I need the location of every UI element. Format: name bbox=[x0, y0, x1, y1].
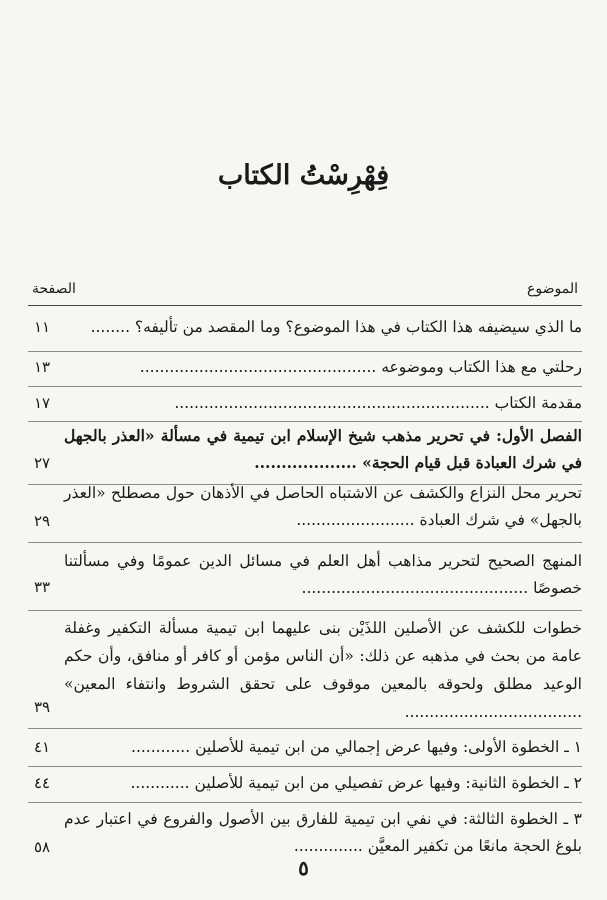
toc-entry-text: مقدمة الكتاب ................................................................ bbox=[174, 394, 582, 412]
toc-entry-text: ١ ـ الخطوة الأولى: وفيها عرض إجمالي من ابن تيمية للأصلين ............ bbox=[131, 738, 582, 756]
page-column-label: الصفحة bbox=[32, 281, 76, 297]
toc-entry-page: ١١ bbox=[34, 318, 51, 336]
toc-entry-page: ٥٨ bbox=[34, 838, 51, 856]
entry-divider bbox=[28, 728, 582, 729]
toc-entry-text: خطوات للكشف عن الأصلين اللذَيْن بنى عليهما ابن تيمية مسألة التكفير وغفلة عامة من بحث في مذهبه عن ذلك: «أن الناس مؤمن أو كافر أو منافق، وأن حكم الوعيد مطلق ولحوقه بالمعين موقوف على تحقق الشروط وانتفاء المعين» .................................... bbox=[64, 619, 582, 721]
header-rule bbox=[28, 305, 582, 306]
toc-entry-page: ١٧ bbox=[34, 394, 51, 412]
toc-entry-page: ٣٣ bbox=[34, 578, 51, 596]
toc-header bbox=[32, 281, 578, 297]
entry-divider bbox=[28, 351, 582, 352]
toc-entry-page: ٢٩ bbox=[34, 512, 51, 530]
toc-entry-text: المنهج الصحيح لتحرير مذاهب أهل العلم في مسائل الدين عمومًا وفي مسألتنا خصوصًا .............................................. bbox=[64, 552, 582, 597]
toc-entry-page: ٤١ bbox=[34, 738, 51, 756]
page-title: فِهْرِسْتُ الكتاب bbox=[217, 160, 390, 191]
toc-entry-page: ٢٧ bbox=[34, 454, 51, 472]
toc-entry-text: ٣ ـ الخطوة الثالثة: في نفي ابن تيمية للفارق بين الأصول والفروع في اعتبار عدم بلوغ الحجة مانعًا من تكفير المعيَّن .............. bbox=[64, 810, 582, 855]
entry-divider bbox=[28, 610, 582, 611]
toc-entry-text: الفصل الأول: في تحرير مذهب شيخ الإسلام ابن تيمية في مسألة «العذر بالجهل في شرك العبادة قبل قيام الحجة» ................... bbox=[64, 426, 582, 472]
page-number: ٥ bbox=[298, 856, 309, 880]
toc-entry-text: ٢ ـ الخطوة الثانية: وفيها عرض تفصيلي من ابن تيمية للأصلين ............ bbox=[130, 774, 582, 792]
toc-entry-text: ما الذي سيضيفه هذا الكتاب في هذا الموضوع؟ وما المقصد من تأليفه؟ ........ bbox=[90, 318, 582, 336]
topic-column-label: الموضوع bbox=[527, 281, 578, 297]
toc-entry-text: تحرير محل النزاع والكشف عن الاشتباه الحاصل في الأذهان حول مصطلح «العذر بالجهل» في شرك العبادة ........................ bbox=[64, 484, 582, 529]
toc-entry-page: ٣٩ bbox=[34, 698, 51, 716]
toc-entry-text: رحلتي مع هذا الكتاب وموضوعه ................................................ bbox=[139, 358, 582, 376]
toc-entry-page: ٤٤ bbox=[34, 774, 51, 792]
entry-divider bbox=[28, 542, 582, 543]
entry-divider bbox=[28, 802, 582, 803]
entry-divider bbox=[28, 386, 582, 387]
entry-divider bbox=[28, 766, 582, 767]
toc-entry-page: ١٣ bbox=[34, 358, 51, 376]
